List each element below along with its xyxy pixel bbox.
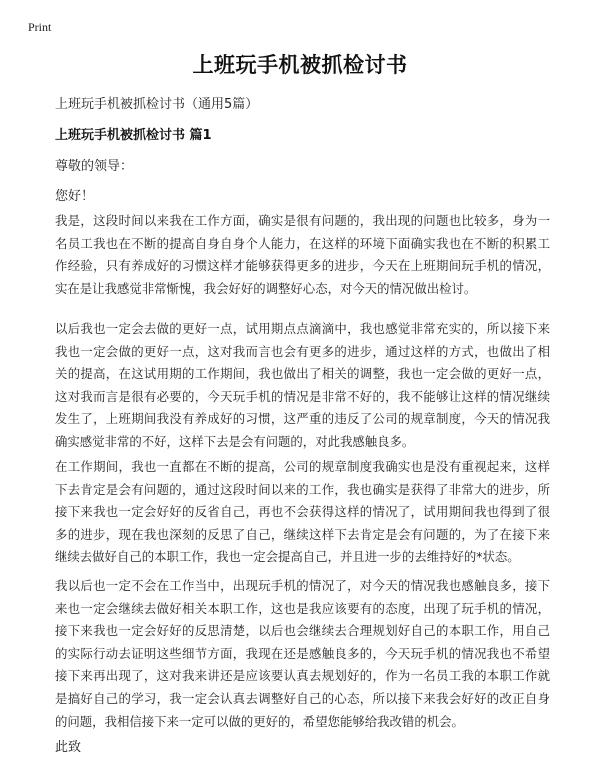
closing-line: 此致 bbox=[55, 740, 82, 755]
print-label[interactable]: Print bbox=[28, 20, 52, 34]
section-heading: 上班玩手机被抓检讨书 篇1 bbox=[55, 128, 212, 143]
hello-line: 您好！ bbox=[55, 189, 95, 204]
document-subtitle: 上班玩手机被抓检讨书（通用5篇） bbox=[55, 97, 259, 112]
paragraph-4: 我以后也一定不会在工作当中，出现玩手机的情况了，对今天的情况我也感触良多，接下来也一定会继续去做好相关本职工作，这也是我应该要有的态度，出现了玩手机的情况，接下来我也一定会好好的反思清楚，以后也会继续去合理规划好自己的本职工作，用自己的实际行动去证明这些细节方面，我现在还是感触良多的，今天玩手机的情况我也不希望接下来再出现了，这对我来讲还是应该要认真去规划好的，作为一名员工我的本职工作就是搞好自己的学习，我一定会认真去调整好自己的心态，所以接下来我会好好的改正自身的问题，我相信接下来一定可以做的更好的，希望您能够给我改错的机会。 bbox=[55, 578, 550, 729]
paragraph-2: 以后我也一定会去做的更好一点，试用期点点滴滴中，我也感觉非常充实的，所以接下来我也一定会做的更好一点，这对我而言也会有更多的进步，通过这样的方式，也做出了相关的提高，在这试用期的工作期间，我也做出了相关的调整，我也一定会做的更好一点，这对我而言是很有必要的，今天玩手机的情况是非常不好的，我不能够让这样的情况继续发生了，上班期间我没有养成好的习惯，这严重的违反了公司的规章制度，今天的情况我确实感觉非常的不好，这样下去是会有问题的，对此我感触良多。 bbox=[55, 321, 550, 449]
paragraph-3: 在工作期间，我也一直都在不断的提高，公司的规章制度我确实也是没有重视起来，这样下去肯定是会有问题的，通过这段时间以来的工作，我也确实是获得了非常大的进步，所接下来我也一定会好好的反省自己，再也不会获得这样的情况了，试用期间我也得到了很多的进步，现在我也深刻的反思了自己，继续这样下去肯定是会有问题的，为了在接下来继续去做好自己的本职工作，我也一定会提高自己，并且进一步的去维持好的*状态。 bbox=[55, 459, 550, 565]
salutation: 尊敬的领导： bbox=[55, 159, 134, 174]
paragraph-1: 我是，这段时间以来我在工作方面，确实是很有问题的，我出现的问题也比较多，身为一名员工我也在不断的提高自身自身个人能力，在这样的环境下面确实我也在不断的积累工作经验，只有养成好的习惯这样才能够获得更多的进步，今天在上班期间玩手机的情况，实在是让我感觉非常惭愧，我会好好的调整好心态，对今天的情况做出检讨。 bbox=[55, 213, 550, 296]
document-title: 上班玩手机被抓检讨书 bbox=[192, 53, 408, 77]
